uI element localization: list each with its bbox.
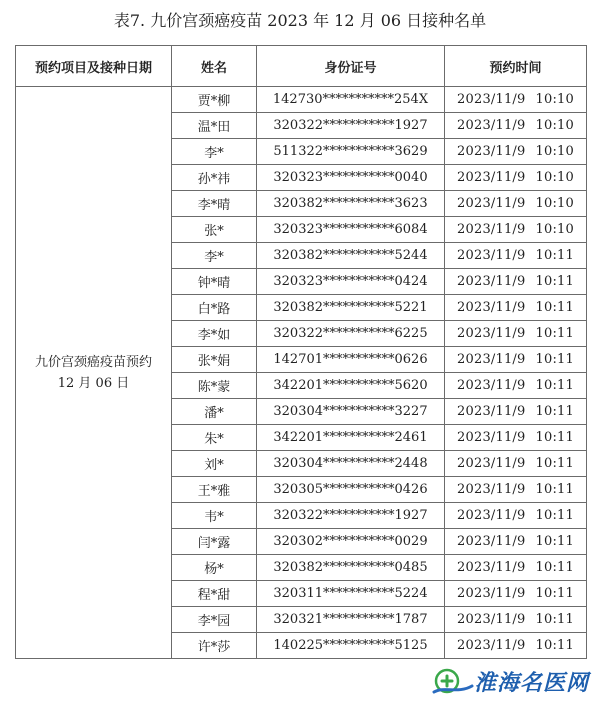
id-number-cell: 140225***********5125 [257,633,445,659]
appointment-date: 2023/11/9 [457,300,526,315]
id-number-cell: 320323***********6084 [257,217,445,243]
name-cell: 李*如 [172,321,257,347]
appointment-date: 2023/11/9 [457,534,526,549]
id-number-cell: 142730***********254X [257,87,445,113]
appointment-date: 2023/11/9 [457,144,526,159]
appointment-time-cell [445,555,587,581]
id-number-cell: 320382***********0485 [257,555,445,581]
appointment-time-cell [445,581,587,607]
name-cell: 孙*祎 [172,165,257,191]
id-number-cell: 320322***********6225 [257,321,445,347]
appointment-clock: 10:11 [535,456,574,471]
appointment-date: 2023/11/9 [457,456,526,471]
name-cell: 朱* [172,425,257,451]
appointment-clock: 10:10 [535,118,574,133]
name-cell: 潘* [172,399,257,425]
name-cell: 王*雅 [172,477,257,503]
table-header-row [16,46,587,87]
name-cell: 贾*柳 [172,87,257,113]
appointment-date: 2023/11/9 [457,612,526,627]
appointment-time-cell [445,425,587,451]
appointment-time-cell [445,503,587,529]
appointment-clock: 10:11 [535,352,574,367]
name-cell: 李* [172,243,257,269]
appointment-clock: 10:10 [535,196,574,211]
appointment-time-cell [445,217,587,243]
id-number-cell: 342201***********2461 [257,425,445,451]
appointment-time-cell [445,191,587,217]
table-caption: 表7. 九价宫颈癌疫苗 2023 年 12 月 06 日接种名单 [113,11,487,30]
id-number-cell: 320323***********0424 [257,269,445,295]
table-body [16,87,587,659]
name-cell: 张* [172,217,257,243]
appointment-date: 2023/11/9 [457,430,526,445]
id-number-cell: 320304***********2448 [257,451,445,477]
appointment-clock: 10:11 [535,612,574,627]
id-number-cell: 320322***********1927 [257,113,445,139]
appointment-clock: 10:10 [535,144,574,159]
id-number-cell: 511322***********3629 [257,139,445,165]
appointment-date: 2023/11/9 [457,118,526,133]
appointment-date: 2023/11/9 [457,92,526,107]
name-cell: 李*晴 [172,191,257,217]
appointment-time-cell [445,139,587,165]
appointment-time-cell [445,243,587,269]
appointment-clock: 10:11 [535,586,574,601]
appointment-time-cell [445,347,587,373]
project-cell [16,87,172,659]
header-name: 姓名 [172,46,257,87]
appointment-clock: 10:11 [535,638,574,653]
site-watermark [432,662,592,698]
appointment-clock: 10:11 [535,300,574,315]
appointment-clock: 10:11 [535,508,574,523]
id-number-cell: 320302***********0029 [257,529,445,555]
name-cell: 钟*晴 [172,269,257,295]
appointment-date: 2023/11/9 [457,586,526,601]
appointment-time-cell [445,399,587,425]
name-cell: 韦* [172,503,257,529]
appointment-date: 2023/11/9 [457,560,526,575]
id-number-cell: 320382***********3623 [257,191,445,217]
site-logo-icon [432,664,474,698]
appointment-clock: 10:11 [535,326,574,341]
appointment-date: 2023/11/9 [457,196,526,211]
appointment-date: 2023/11/9 [457,508,526,523]
appointment-time-cell [445,87,587,113]
appointment-date: 2023/11/9 [457,326,526,341]
appointment-clock: 10:11 [535,430,574,445]
appointment-time-cell [445,633,587,659]
appointment-time-cell [445,113,587,139]
appointment-time-cell [445,607,587,633]
appointment-time-cell [445,321,587,347]
appointment-time-cell [445,451,587,477]
appointment-clock: 10:11 [535,534,574,549]
name-cell: 张*娟 [172,347,257,373]
appointment-time-cell [445,477,587,503]
appointment-time-cell [445,165,587,191]
id-number-cell: 320382***********5244 [257,243,445,269]
id-number-cell: 320304***********3227 [257,399,445,425]
appointment-clock: 10:11 [535,378,574,393]
watermark-text: 淮海名医网 [474,670,590,696]
appointment-clock: 10:11 [535,404,574,419]
id-number-cell: 320321***********1787 [257,607,445,633]
appointment-date: 2023/11/9 [457,482,526,497]
id-number-cell: 320382***********5221 [257,295,445,321]
id-number-cell: 142701***********0626 [257,347,445,373]
appointment-time-cell [445,529,587,555]
name-cell: 白*路 [172,295,257,321]
appointment-date: 2023/11/9 [457,274,526,289]
name-cell: 温*田 [172,113,257,139]
appointment-time-cell [445,269,587,295]
header-id: 身份证号 [257,46,445,87]
appointment-clock: 10:11 [535,560,574,575]
appointment-clock: 10:11 [535,482,574,497]
appointment-time-cell [445,295,587,321]
appointment-date: 2023/11/9 [457,170,526,185]
table-row [16,87,587,113]
appointment-date: 2023/11/9 [457,248,526,263]
appointment-clock: 10:10 [535,170,574,185]
project-line-2: 12 月 06 日 [57,375,130,391]
name-cell: 李* [172,139,257,165]
vaccination-schedule-table [15,45,587,659]
header-project: 预约项目及接种日期 [16,46,172,87]
name-cell: 杨* [172,555,257,581]
name-cell: 许*莎 [172,633,257,659]
id-number-cell: 320305***********0426 [257,477,445,503]
id-number-cell: 320323***********0040 [257,165,445,191]
id-number-cell: 320311***********5224 [257,581,445,607]
appointment-clock: 10:11 [535,248,574,263]
appointment-date: 2023/11/9 [457,404,526,419]
header-time: 预约时间 [445,46,587,87]
name-cell: 闫*露 [172,529,257,555]
appointment-date: 2023/11/9 [457,638,526,653]
appointment-clock: 10:10 [535,222,574,237]
id-number-cell: 320322***********1927 [257,503,445,529]
name-cell: 程*甜 [172,581,257,607]
appointment-time-cell [445,373,587,399]
name-cell: 陈*蒙 [172,373,257,399]
appointment-clock: 10:11 [535,274,574,289]
project-line-1: 九价宫颈癌疫苗预约 [34,354,152,370]
appointment-date: 2023/11/9 [457,378,526,393]
appointment-date: 2023/11/9 [457,352,526,367]
name-cell: 李*园 [172,607,257,633]
appointment-clock: 10:10 [535,92,574,107]
appointment-date: 2023/11/9 [457,222,526,237]
name-cell: 刘* [172,451,257,477]
id-number-cell: 342201***********5620 [257,373,445,399]
